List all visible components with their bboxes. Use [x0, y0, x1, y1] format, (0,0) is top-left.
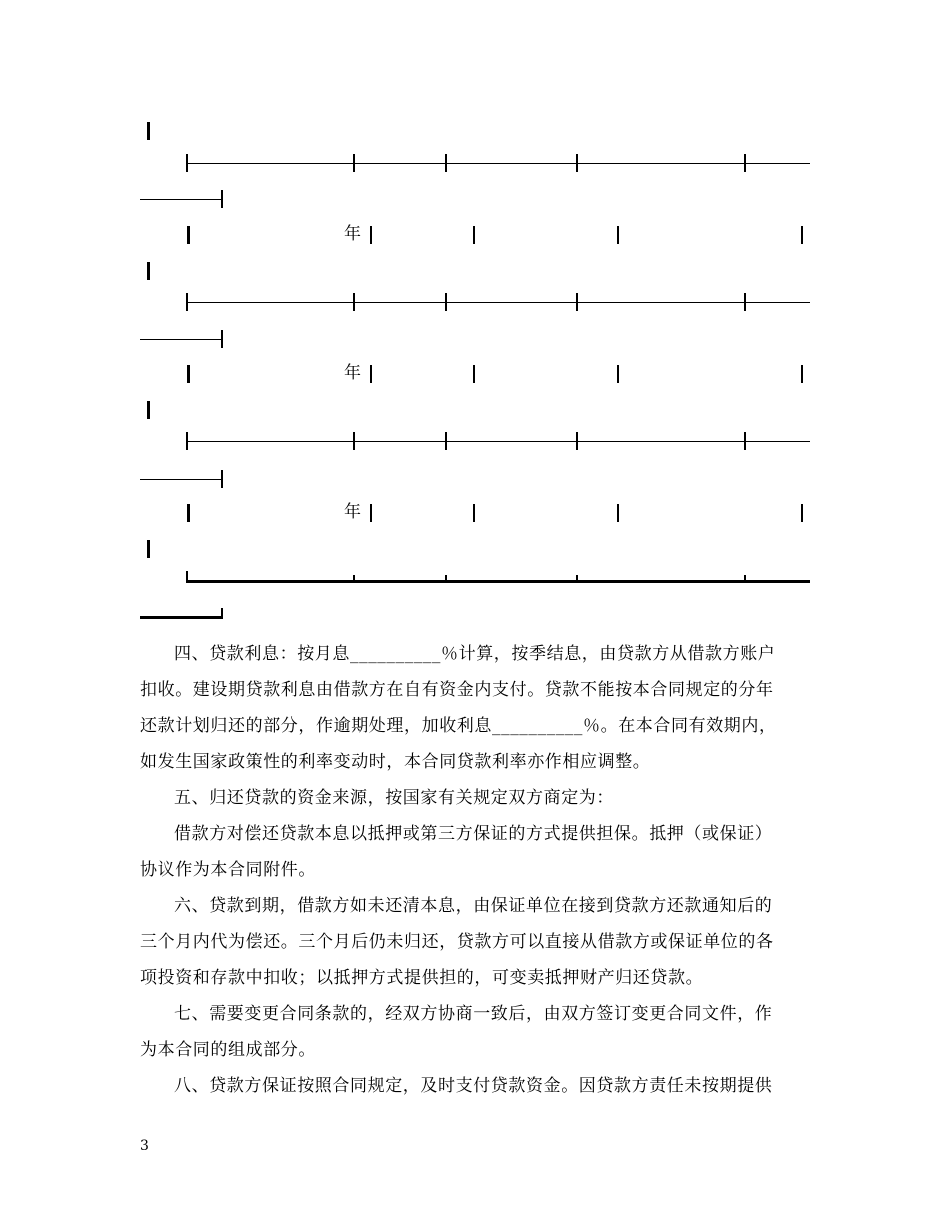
- table-cell-separator: [473, 365, 475, 383]
- clause-four-line-2: 扣收。建设期贷款利息由借款方在自有资金内支付。贷款不能按本合同规定的分年: [140, 680, 774, 700]
- table-cell-separator: [473, 504, 475, 522]
- table-col-tick: [744, 293, 746, 311]
- table-col-tick: [353, 154, 355, 172]
- table-cell-separator: [617, 504, 619, 522]
- table-row-rule-wrap: [140, 479, 222, 480]
- year-label: 年: [344, 224, 361, 244]
- table-row-rule: [186, 163, 810, 164]
- table-cell-separator: [370, 365, 372, 383]
- table-col-tick: [221, 470, 223, 488]
- clause-five-line-3: 协议作为本合同附件。: [140, 860, 316, 880]
- table-col-tick: [744, 575, 746, 583]
- clause-six-line-1: 六、贷款到期，借款方如未还清本息，由保证单位在接到贷款方还款通知后的: [174, 896, 773, 916]
- clause-four-line-3: 还款计划归还的部分，作逾期处理，加收利息__________％。在本合同有效期内，: [140, 708, 812, 744]
- table-row-rule-wrap: [140, 339, 222, 340]
- table-col-tick: [744, 154, 746, 172]
- clause-five-line-2: 借款方对偿还贷款本息以抵押或第三方保证的方式提供担保。抵押（或保证）: [174, 824, 773, 844]
- clause-five-line-1: 五、归还贷款的资金来源，按国家有关规定双方商定为：: [174, 788, 614, 808]
- table-col-tick: [445, 154, 447, 172]
- clause-six-line-3: 项投资和存款中扣收；以抵押方式提供担的，可变卖抵押财产归还贷款。: [140, 968, 704, 988]
- year-label: 年: [344, 502, 361, 522]
- clause-four-line-4: 如发生国家政策性的利率变动时，本合同贷款利率亦作相应调整。: [140, 752, 651, 772]
- table-col-tick: [576, 432, 578, 450]
- overdue-interest-blank: __________: [492, 716, 583, 736]
- table-left-tick: [147, 122, 150, 140]
- table-row-rule-wrap: [140, 199, 222, 200]
- clause-four-line-1: 四、贷款利息：按月息__________％计算，按季结息，由贷款方从借款方账户: [140, 636, 846, 672]
- table-col-tick: [186, 571, 188, 583]
- interest-rate-blank: __________: [350, 644, 441, 664]
- table-col-tick: [186, 293, 188, 311]
- table-col-tick: [744, 432, 746, 450]
- year-label: 年: [344, 363, 361, 383]
- table-cell-separator: [617, 226, 619, 244]
- clause-seven-line-1: 七、需要变更合同条款的，经双方协商一致后，由双方签订变更合同文件，作: [174, 1004, 773, 1024]
- table-bottom-rule-wrap: [140, 616, 222, 619]
- table-col-tick: [576, 575, 578, 583]
- table-cell-separator: [187, 365, 190, 383]
- table-cell-separator: [801, 226, 803, 244]
- table-col-tick: [186, 154, 188, 172]
- table-col-tick: [353, 432, 355, 450]
- table-col-tick: [445, 432, 447, 450]
- table-col-tick: [186, 432, 188, 450]
- table-cell-separator: [617, 365, 619, 383]
- table-cell-separator: [473, 226, 475, 244]
- table-row-rule: [186, 441, 810, 442]
- table-row-rule: [186, 302, 810, 303]
- table-col-tick: [445, 293, 447, 311]
- table-cell-separator: [370, 504, 372, 522]
- table-col-tick: [576, 293, 578, 311]
- table-col-tick: [445, 575, 447, 583]
- table-cell-separator: [801, 504, 803, 522]
- table-col-tick: [576, 154, 578, 172]
- table-cell-separator: [370, 226, 372, 244]
- clause-seven-line-2: 为本合同的组成部分。: [140, 1040, 316, 1060]
- table-cell-separator: [801, 365, 803, 383]
- table-cell-separator: [187, 504, 190, 522]
- table-left-tick: [147, 401, 150, 419]
- table-col-tick: [353, 293, 355, 311]
- table-col-tick: [221, 330, 223, 348]
- clause-eight-line-1: 八、贷款方保证按照合同规定，及时支付贷款资金。因贷款方责任未按期提供: [174, 1076, 773, 1096]
- table-cell-separator: [187, 226, 190, 244]
- table-col-tick: [221, 608, 223, 619]
- clause-six-line-2: 三个月内代为偿还。三个月后仍未归还，贷款方可以直接从借款方或保证单位的各: [140, 932, 774, 952]
- table-col-tick: [221, 190, 223, 208]
- table-left-tick: [147, 540, 150, 558]
- page-number: 3: [140, 1138, 149, 1154]
- table-bottom-rule: [186, 580, 810, 583]
- table-left-tick: [147, 262, 150, 280]
- table-col-tick: [353, 575, 355, 583]
